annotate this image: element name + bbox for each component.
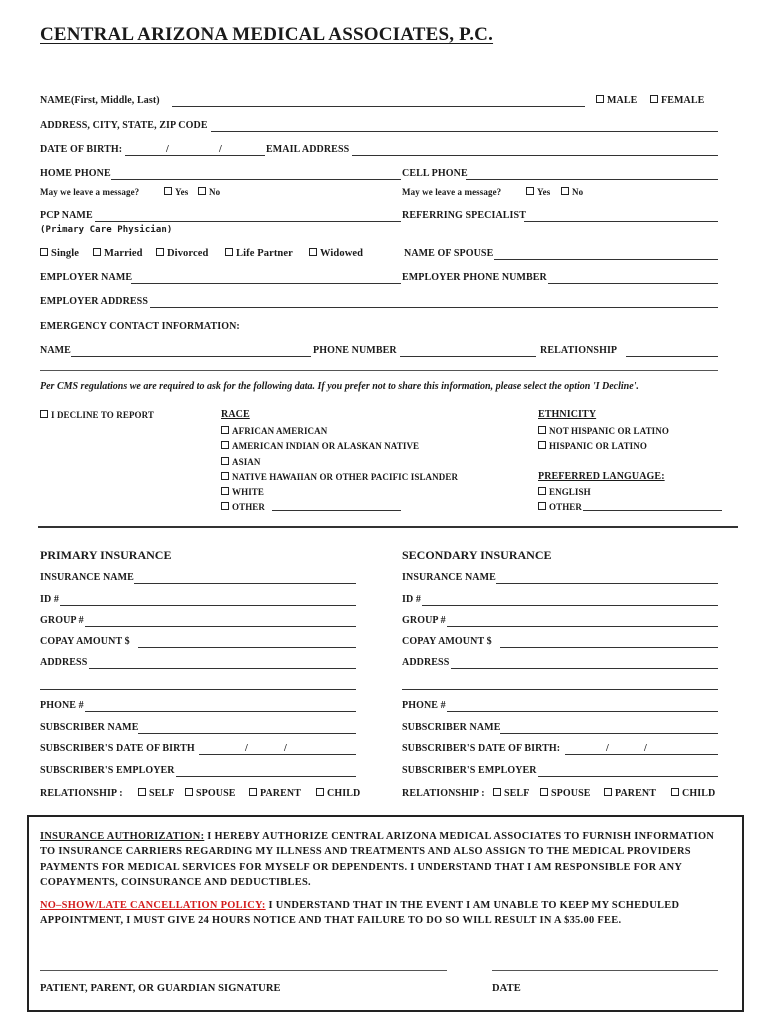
date-field[interactable] (492, 970, 718, 971)
checkbox-icon[interactable] (316, 788, 324, 796)
widowed-checkbox[interactable] (309, 248, 317, 256)
language-english[interactable]: ENGLISH (538, 486, 591, 498)
spouse-field[interactable] (494, 259, 718, 260)
primary-address-field[interactable] (89, 668, 356, 669)
primary-id-field[interactable] (60, 605, 356, 606)
language-heading: PREFERRED LANGUAGE: (538, 471, 665, 482)
checkbox-icon[interactable] (138, 788, 146, 796)
checkbox-icon[interactable] (249, 788, 257, 796)
primary-relationship-label: RELATIONSHIP : (40, 788, 123, 799)
emergency-heading: EMERGENCY CONTACT INFORMATION: (40, 321, 240, 332)
email-field[interactable] (352, 155, 718, 156)
primary-copay-label: COPAY AMOUNT $ (40, 636, 130, 647)
primary-rel-self[interactable]: SELF (138, 788, 174, 800)
checkbox-icon[interactable] (538, 502, 546, 510)
secondary-subscriber-name-field[interactable] (500, 733, 718, 734)
secondary-address-field-2[interactable] (402, 689, 718, 690)
secondary-phone-label: PHONE # (402, 700, 446, 711)
secondary-subscriber-dob-label: SUBSCRIBER'S DATE OF BIRTH: (402, 743, 561, 754)
secondary-group-field[interactable] (447, 626, 718, 627)
name-label: NAME(First, Middle, Last) (40, 95, 160, 106)
marital-single[interactable]: Single (40, 248, 79, 260)
race-asian[interactable]: ASIAN (221, 456, 261, 468)
address-field[interactable] (211, 131, 718, 132)
dob-label: DATE OF BIRTH: (40, 144, 123, 155)
marital-divorced[interactable]: Divorced (156, 248, 208, 260)
pcp-subtitle: (Primary Care Physician) (40, 225, 173, 235)
ethnicity-hispanic[interactable]: HISPANIC OR LATINO (538, 440, 647, 452)
pcp-field[interactable] (95, 221, 401, 222)
checkbox-icon[interactable] (493, 788, 501, 796)
address-label: ADDRESS, CITY, STATE, ZIP CODE (40, 120, 208, 131)
race-other-field[interactable] (272, 510, 401, 511)
secondary-copay-field[interactable] (500, 647, 718, 648)
primary-subscriber-name-field[interactable] (138, 733, 356, 734)
female-option[interactable]: FEMALE (650, 95, 704, 107)
male-checkbox[interactable] (596, 95, 604, 103)
primary-address-field-2[interactable] (40, 689, 356, 690)
form-title: CENTRAL ARIZONA MEDICAL ASSOCIATES, P.C. (40, 24, 494, 45)
checkbox-icon[interactable] (538, 426, 546, 434)
language-other-field[interactable] (583, 510, 722, 511)
checkbox-icon[interactable] (538, 487, 546, 495)
primary-group-field[interactable] (85, 626, 356, 627)
secondary-rel-parent[interactable]: PARENT (604, 788, 656, 800)
primary-phone-label: PHONE # (40, 700, 84, 711)
primary-dob-slash-2: / (284, 743, 287, 754)
name-field[interactable] (172, 106, 585, 107)
employer-phone-label: EMPLOYER PHONE NUMBER (402, 272, 547, 283)
marital-widowed[interactable]: Widowed (309, 248, 363, 260)
authorization-heading: INSURANCE AUTHORIZATION: (40, 831, 205, 842)
race-native-hawaiian[interactable]: NATIVE HAWAIIAN OR OTHER PACIFIC ISLANDER (221, 471, 458, 483)
male-option[interactable]: MALE (596, 95, 637, 107)
race-american-indian[interactable]: AMERICAN INDIAN OR ALASKAN NATIVE (221, 440, 419, 452)
ec-name-field[interactable] (71, 356, 311, 357)
cell-msg-no[interactable]: No (561, 186, 583, 198)
primary-ins-name-field[interactable] (134, 583, 356, 584)
ec-name-label: NAME (40, 345, 71, 356)
cell-msg-yes-checkbox[interactable] (526, 187, 534, 195)
divorced-checkbox[interactable] (156, 248, 164, 256)
checkbox-icon[interactable] (221, 426, 229, 434)
secondary-ins-name-field[interactable] (496, 583, 718, 584)
primary-rel-parent[interactable]: PARENT (249, 788, 301, 800)
secondary-id-field[interactable] (422, 605, 718, 606)
referring-field[interactable] (524, 221, 718, 222)
primary-id-label: ID # (40, 594, 60, 605)
checkbox-icon[interactable] (604, 788, 612, 796)
primary-subscriber-employer-label: SUBSCRIBER'S EMPLOYER (40, 765, 175, 776)
home-phone-label: HOME PHONE (40, 168, 111, 179)
authorization-text: I HEREBY AUTHORIZE CENTRAL ARIZONA MEDICAL ASSOCIATES TO FURNISH INFORMATION TO INSURANCE CARRIERS REGARDING MY ILLNESS AND TREATMENTS AND ALSO ASSIGN TO THE MEDICAL PROVIDERS PAYMENTS FOR MEDICAL SERVICES FOR MYSELF OR DEPENDENTS. I UNDERSTAND THAT I AM RESPONSIBLE FOR ANY COPAYMENTS, COINSURANCE AND DEDUCTIBLES. (40, 831, 715, 889)
marital-life-partner[interactable]: Life Partner (225, 248, 293, 260)
female-checkbox[interactable] (650, 95, 658, 103)
primary-address-label: ADDRESS (40, 657, 88, 668)
home-msg-no-checkbox[interactable] (198, 187, 206, 195)
race-african-american[interactable]: AFRICAN AMERICAN (221, 425, 327, 437)
married-checkbox[interactable] (93, 248, 101, 256)
checkbox-icon[interactable] (671, 788, 679, 796)
ec-phone-label: PHONE NUMBER (313, 345, 397, 356)
cancellation-text: I UNDERSTAND THAT IN THE EVENT I AM UNABLE TO KEEP MY SCHEDULED APPOINTMENT, I MUST GIVE 24 HOURS NOTICE AND THAT FAILURE TO DO SO WILL RESULT IN A $35.00 FEE. (40, 900, 680, 927)
cell-msg-yes[interactable]: Yes (526, 186, 550, 198)
race-heading: RACE (221, 409, 250, 420)
employer-phone-field[interactable] (548, 283, 718, 284)
cms-note: Per CMS regulations we are required to ask for the following data. If you prefer not to share this information, please select the option 'I Decline'. (40, 381, 639, 392)
marital-married[interactable]: Married (93, 248, 143, 260)
checkbox-icon[interactable] (221, 487, 229, 495)
secondary-rel-spouse[interactable]: SPOUSE (540, 788, 591, 800)
primary-copay-field[interactable] (138, 647, 356, 648)
date-label: DATE (492, 983, 521, 994)
primary-group-label: GROUP # (40, 615, 84, 626)
secondary-relationship-label: RELATIONSHIP : (402, 788, 485, 799)
cell-phone-label: CELL PHONE (402, 168, 468, 179)
primary-dob-slash-1: / (245, 743, 248, 754)
checkbox-icon[interactable] (221, 441, 229, 449)
secondary-subscriber-name-label: SUBSCRIBER NAME (402, 722, 501, 733)
secondary-dob-slash-1: / (606, 743, 609, 754)
employer-address-field[interactable] (150, 307, 718, 308)
primary-ins-name-label: INSURANCE NAME (40, 572, 134, 583)
email-label: EMAIL ADDRESS (266, 144, 350, 155)
primary-subscriber-dob-label: SUBSCRIBER'S DATE OF BIRTH (40, 743, 195, 754)
ec-relationship-label: RELATIONSHIP (540, 345, 618, 356)
spouse-label: NAME OF SPOUSE (404, 248, 494, 259)
secondary-rel-self[interactable]: SELF (493, 788, 529, 800)
checkbox-icon[interactable] (185, 788, 193, 796)
checkbox-icon[interactable] (221, 472, 229, 480)
checkbox-icon[interactable] (538, 441, 546, 449)
cell-phone-field[interactable] (466, 179, 718, 180)
primary-phone-field[interactable] (85, 711, 356, 712)
secondary-subscriber-dob-field[interactable] (565, 754, 718, 755)
home-message-question: May we leave a message? (40, 187, 140, 197)
home-msg-yes[interactable]: Yes (164, 186, 188, 198)
employer-address-label: EMPLOYER ADDRESS (40, 296, 149, 307)
secondary-address-label: ADDRESS (402, 657, 450, 668)
secondary-phone-field[interactable] (447, 711, 718, 712)
secondary-rel-child[interactable]: CHILD (671, 788, 715, 800)
section-divider (38, 526, 738, 528)
primary-subscriber-employer-field[interactable] (176, 776, 356, 777)
cancellation-paragraph (40, 898, 730, 929)
language-other[interactable]: OTHER (538, 501, 582, 513)
cell-msg-no-checkbox[interactable] (561, 187, 569, 195)
decline-option[interactable]: I DECLINE TO REPORT (40, 409, 154, 421)
secondary-ins-name-label: INSURANCE NAME (402, 572, 496, 583)
primary-rel-spouse[interactable]: SPOUSE (185, 788, 236, 800)
primary-subscriber-name-label: SUBSCRIBER NAME (40, 722, 139, 733)
ethnicity-not-hispanic[interactable]: NOT HISPANIC OR LATINO (538, 425, 669, 437)
cancellation-heading: NO–SHOW/LATE CANCELLATION POLICY: (40, 900, 266, 911)
dob-slash-1: / (166, 144, 169, 155)
primary-insurance-heading: PRIMARY INSURANCE (40, 548, 172, 562)
race-white[interactable]: WHITE (221, 486, 264, 498)
ethnicity-heading: ETHNICITY (538, 409, 597, 420)
secondary-subscriber-employer-field[interactable] (538, 776, 718, 777)
secondary-copay-label: COPAY AMOUNT $ (402, 636, 492, 647)
race-other[interactable]: OTHER (221, 501, 265, 513)
ec-phone-field[interactable] (400, 356, 536, 357)
home-phone-field[interactable] (111, 179, 401, 180)
employer-label: EMPLOYER NAME (40, 272, 133, 283)
checkbox-icon[interactable] (540, 788, 548, 796)
life-partner-checkbox[interactable] (225, 248, 233, 256)
divider-line (40, 370, 718, 371)
secondary-insurance-heading: SECONDARY INSURANCE (402, 548, 552, 562)
signature-field[interactable] (40, 970, 447, 971)
home-msg-no[interactable]: No (198, 186, 220, 198)
home-msg-yes-checkbox[interactable] (164, 187, 172, 195)
single-checkbox[interactable] (40, 248, 48, 256)
dob-slash-2: / (219, 144, 222, 155)
secondary-dob-slash-2: / (644, 743, 647, 754)
checkbox-icon[interactable] (221, 457, 229, 465)
authorization-paragraph (40, 829, 730, 891)
decline-checkbox[interactable] (40, 410, 48, 418)
secondary-subscriber-employer-label: SUBSCRIBER'S EMPLOYER (402, 765, 537, 776)
secondary-address-field[interactable] (451, 668, 718, 669)
primary-subscriber-dob-field[interactable] (199, 754, 356, 755)
employer-field[interactable] (131, 283, 401, 284)
secondary-id-label: ID # (402, 594, 422, 605)
cell-message-question: May we leave a message? (402, 187, 502, 197)
signature-label: PATIENT, PARENT, OR GUARDIAN SIGNATURE (40, 983, 281, 994)
referring-label: REFERRING SPECIALIST (402, 210, 526, 221)
secondary-group-label: GROUP # (402, 615, 446, 626)
ec-relationship-field[interactable] (626, 356, 718, 357)
pcp-label: PCP NAME (40, 210, 93, 221)
dob-field[interactable] (125, 155, 265, 156)
primary-rel-child[interactable]: CHILD (316, 788, 360, 800)
checkbox-icon[interactable] (221, 502, 229, 510)
